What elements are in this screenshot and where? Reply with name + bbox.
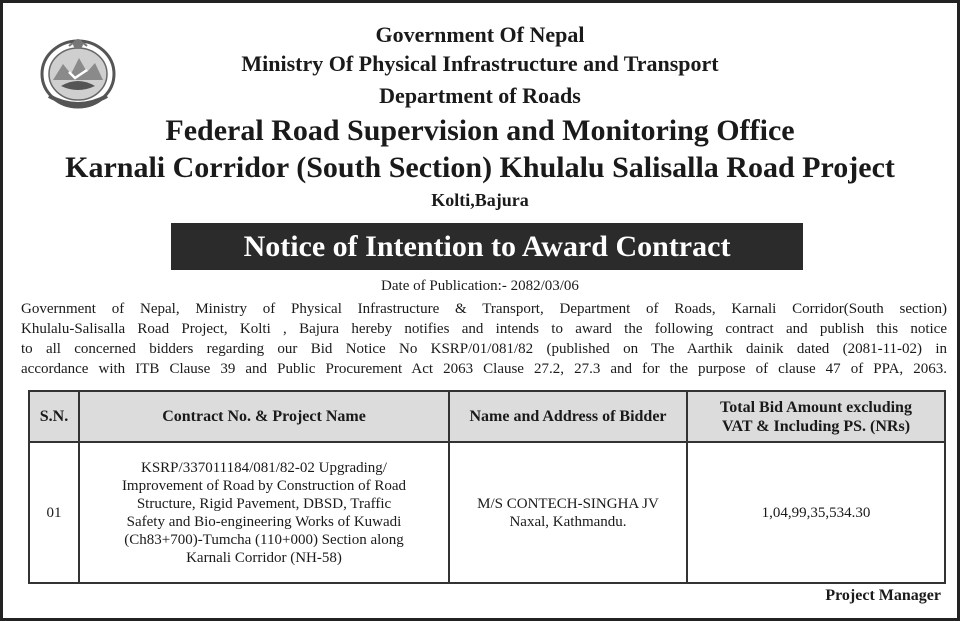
contract-line: KSRP/337011184/081/82-02 Upgrading/ xyxy=(141,459,387,476)
contract-line: Improvement of Road by Construction of Road xyxy=(121,477,407,494)
amount-header-line: VAT & Including PS. (NRs) xyxy=(721,417,911,435)
bidder-name: M/S CONTECH-SINGHA JV xyxy=(477,495,659,512)
signatory-label: Project Manager xyxy=(825,587,941,604)
notice-body xyxy=(21,299,947,379)
contract-line: Karnali Corridor (NH-58) xyxy=(186,549,342,566)
project-title: Karnali Corridor (South Section) Khulalu Salisalla Road Project xyxy=(65,151,895,184)
notice-body-line: Khulalu-Salisalla Road Project, Kolti , Bajura hereby notifies and intends to award the following contract and publish this notice xyxy=(21,321,947,337)
ministry-title: Ministry Of Physical Infrastructure and Transport xyxy=(241,51,719,76)
amount-header xyxy=(687,391,945,442)
government-title: Government Of Nepal xyxy=(375,22,585,47)
amount-header-line: Total Bid Amount excluding xyxy=(720,398,912,416)
contract-line: (Ch83+700)-Tumcha (110+000) Section along xyxy=(124,531,404,548)
notice-title: Notice of Intention to Award Contract xyxy=(243,229,731,263)
location-label: Kolti,Bajura xyxy=(431,190,529,210)
notice-body-line: accordance with ITB Clause 39 and Public Procurement Act 2063 Clause 27.2, 27.3 and for the purpose of clause 47 of PPA, 2063. xyxy=(21,361,947,377)
notice-title-banner xyxy=(171,223,803,270)
contract-cell xyxy=(79,442,449,583)
award-table-header-row xyxy=(29,391,945,442)
bidder-cell xyxy=(449,442,687,583)
office-title: Federal Road Supervision and Monitoring Office xyxy=(165,114,795,147)
department-title: Department of Roads xyxy=(379,83,581,108)
contract-line: Structure, Rigid Pavement, DBSD, Traffic xyxy=(136,495,392,512)
notice-body-line: to all concerned bidders regarding our Bid Notice No KSRP/01/081/82 (published on The Aarthik dainik dated (2081-11-02) in xyxy=(21,341,947,357)
contract-line: Safety and Bio-engineering Works of Kuwadi xyxy=(126,513,402,530)
bidder-address: Naxal, Kathmandu. xyxy=(509,513,627,530)
publication-date: Date of Publication:- 2082/03/06 xyxy=(381,278,579,294)
notice-body-line: Government of Nepal, Ministry of Physical Infrastructure & Transport, Department of Roads, Karnali Corridor(South section) xyxy=(21,301,947,317)
bidder-header: Name and Address of Bidder xyxy=(449,391,687,442)
contract-header: Contract No. & Project Name xyxy=(79,391,449,442)
table-row xyxy=(29,442,945,583)
amount-cell: 1,04,99,35,534.30 xyxy=(687,442,945,583)
award-table xyxy=(28,390,946,584)
sn-cell: 01 xyxy=(29,442,79,583)
sn-header: S.N. xyxy=(29,391,79,442)
